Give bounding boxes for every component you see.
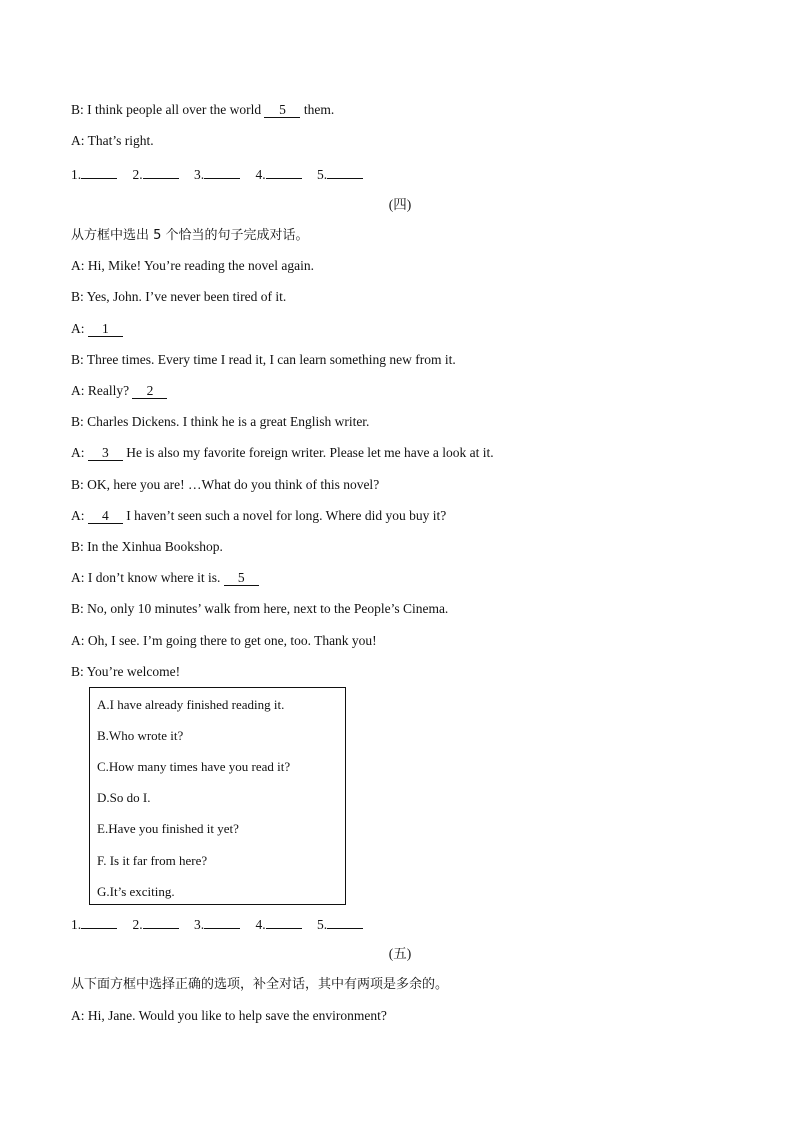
dialogue-line: B: Yes, John. I’ve never been tired of it. <box>71 289 287 304</box>
option-item: G.It’s exciting. <box>97 884 175 899</box>
option-item: B.Who wrote it? <box>97 728 184 743</box>
answer-field[interactable] <box>266 915 302 929</box>
answer-field[interactable] <box>327 915 363 929</box>
answer-blank[interactable]: 5 <box>264 103 300 118</box>
answer-field[interactable] <box>266 165 302 179</box>
answer-blank[interactable]: 4 <box>88 509 123 524</box>
answer-row: 1. 2. 3. 4. 5. <box>71 165 375 183</box>
dialogue-line: A: Hi, Mike! You’re reading the novel again. <box>71 258 314 273</box>
answer-blank[interactable]: 3 <box>88 446 123 461</box>
answer-field[interactable] <box>143 165 179 179</box>
options-box <box>89 687 346 905</box>
answer-blank[interactable]: 2 <box>132 384 167 399</box>
option-item: F. Is it far from here? <box>97 853 208 868</box>
dialogue-line: A: Hi, Jane. Would you like to help save the environment? <box>71 1008 387 1023</box>
dialogue-line: B: You’re welcome! <box>71 664 181 679</box>
option-item: E.Have you finished it yet? <box>97 821 239 836</box>
option-item: A.I have already finished reading it. <box>97 697 285 712</box>
section-instruction: 从下面方框中选择正确的选项，补全对话，其中有两项是多余的。 <box>71 977 449 992</box>
dialogue-line: A: Oh, I see. I’m going there to get one, too. Thank you! <box>71 633 377 648</box>
dialogue-line: A: 1 <box>71 321 123 337</box>
section-heading: (四) <box>388 197 412 212</box>
option-item: D.So do I. <box>97 790 151 805</box>
answer-row: 1. 2. 3. 4. 5. <box>71 915 375 933</box>
answer-field[interactable] <box>81 915 117 929</box>
dialogue-line: A: That’s right. <box>71 133 154 148</box>
section-heading: (五) <box>388 946 412 961</box>
dialogue-line: A: I don’t know where it is. 5 <box>71 570 259 586</box>
dialogue-line: B: OK, here you are! …What do you think of this novel? <box>71 477 380 492</box>
answer-field[interactable] <box>204 165 240 179</box>
dialogue-line: A: 4 I haven’t seen such a novel for long. Where did you buy it? <box>71 508 447 523</box>
dialogue-line: B: No, only 10 minutes’ walk from here, next to the People’s Cinema. <box>71 601 449 616</box>
answer-field[interactable] <box>143 915 179 929</box>
dialogue-line: B: Charles Dickens. I think he is a great English writer. <box>71 414 370 429</box>
dialogue-line: A: 3 He is also my favorite foreign writer. Please let me have a look at it. <box>71 445 494 460</box>
answer-field[interactable] <box>81 165 117 179</box>
answer-blank[interactable]: 5 <box>224 571 259 586</box>
dialogue-line: B: I think people all over the world 5 them. <box>71 102 335 117</box>
dialogue-line: B: Three times. Every time I read it, I can learn something new from it. <box>71 352 456 367</box>
option-item: C.How many times have you read it? <box>97 759 291 774</box>
answer-blank[interactable]: 1 <box>88 322 123 337</box>
dialogue-line: B: In the Xinhua Bookshop. <box>71 539 223 554</box>
answer-field[interactable] <box>327 165 363 179</box>
answer-field[interactable] <box>204 915 240 929</box>
dialogue-line: A: Really? 2 <box>71 383 167 399</box>
section-instruction: 从方框中选出 5 个恰当的句子完成对话。 <box>71 228 309 243</box>
